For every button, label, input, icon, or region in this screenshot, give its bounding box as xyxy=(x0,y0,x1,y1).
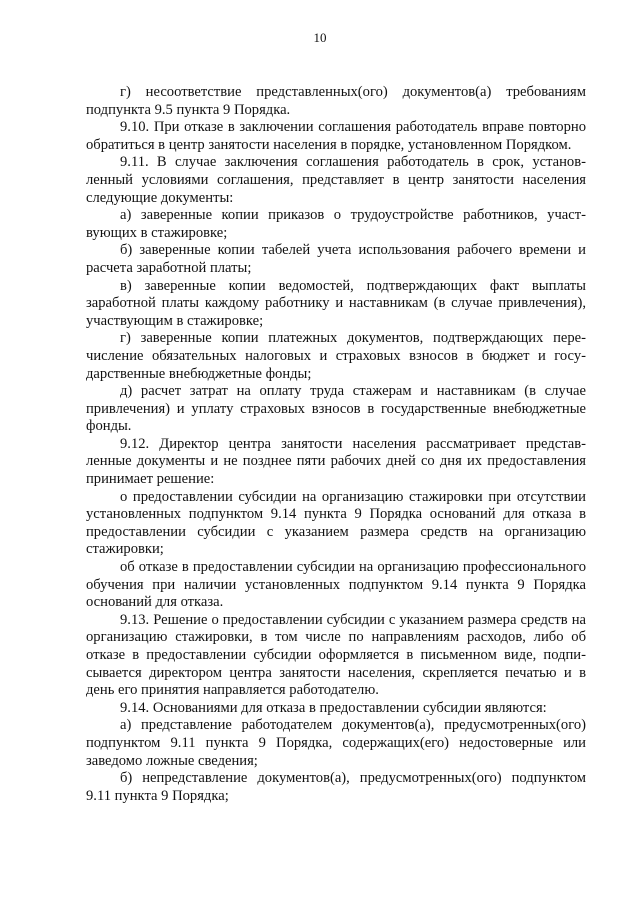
paragraph-9-11-b: б) заверенные копии табелей учета использования рабочего времени и расчета заработной платы; xyxy=(86,242,586,276)
paragraph-g-nonconformity: г) несоответствие представленных(ого) документов(а) требованиям подпункта 9.5 пункта 9 Порядка. xyxy=(86,84,586,118)
document-body xyxy=(86,84,586,805)
paragraph-9-11-a: а) заверенные копии приказов о трудоустройстве работников, участвующих в стажировке; xyxy=(86,207,586,241)
paragraph-9-13: 9.13. Решение о предоставлении субсидии с указанием размера средств на организацию стажировки, в том числе по направлениям расходов, либо об отказе в предоставлении субсидии оформляется в письменном виде, подписывается директором центра занятости населения, скрепляется печатью и в день его принятия направляется работодателю. xyxy=(86,611,586,699)
paragraph-9-14-b: б) непредставление документов(а), предусмотренных(ого) подпунктом 9.11 пункта 9 Порядка; xyxy=(86,770,586,804)
page-number: 10 xyxy=(313,30,327,45)
paragraph-9-11-g: г) заверенные копии платежных документов, подтверждающих перечисление обязательных налоговых и страховых взносов в бюджет и государственные внебюджетные фонды; xyxy=(86,330,586,382)
paragraph-9-11: 9.11. В случае заключения соглашения работодатель в срок, установленный условиями соглашения, представляет в центр занятости населения следующие документы: xyxy=(86,154,586,206)
paragraph-9-11-v: в) заверенные копии ведомостей, подтверждающих факт выплаты заработной платы каждому работнику и наставникам (в случае привлечения), участвующим в стажировке; xyxy=(86,277,586,329)
paragraph-9-12-grant: о предоставлении субсидии на организацию стажировки при отсутствии установленных подпунктом 9.14 пункта 9 Порядка оснований для отказа в предоставлении субсидии с указанием размера средств на организацию стажировки; xyxy=(86,488,586,558)
paragraph-9-14: 9.14. Основаниями для отказа в предоставлении субсидии являются: xyxy=(120,699,547,716)
paragraph-9-10: 9.10. При отказе в заключении соглашения работодатель вправе повторно обратиться в центр занятости населения в порядке, установленном Порядком. xyxy=(86,119,586,153)
paragraph-9-12-refusal: об отказе в предоставлении субсидии на организацию профессионального обучения при наличии установленных подпунктом 9.14 пункта 9 Порядка оснований для отказа. xyxy=(86,559,586,611)
paragraph-9-14-a: а) представление работодателем документов(а), предусмотренных(ого) подпунктом 9.11 пункта 9 Порядка, содержащих(его) недостоверные или заведомо ложные сведения; xyxy=(86,717,586,769)
paragraph-9-11-d: д) расчет затрат на оплату труда стажерам и наставникам (в случае привлечения) и уплату страховых взносов в государственные внебюджетные фонды. xyxy=(86,383,586,435)
paragraph-9-12: 9.12. Директор центра занятости населения рассматривает представленные документы и не позднее пяти рабочих дней со дня их предоставления принимает решение: xyxy=(86,435,586,488)
